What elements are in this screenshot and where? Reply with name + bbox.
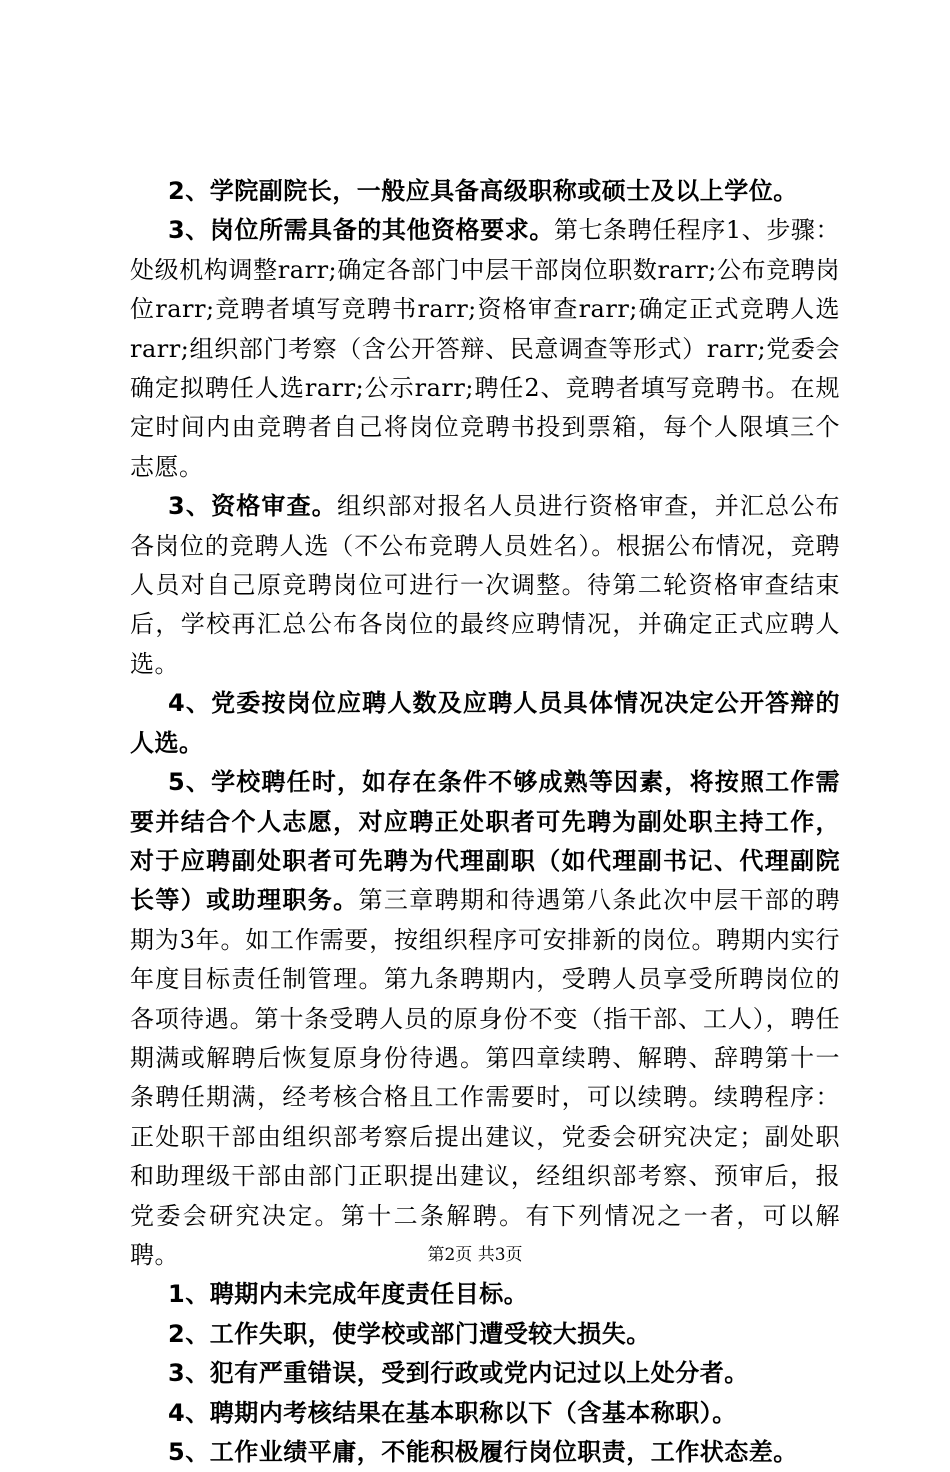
paragraph	[130, 1315, 840, 1354]
paragraph-bold-text: 5、学校聘任时，如存在条件不够成熟等因素，将按照工作需要并结合个人志愿，对应聘正处职者可先聘为副处职主持工作，对于应聘副处职者可先聘为代理副职（如代理副书记、代理副院长等）或助理职务。	[130, 768, 840, 915]
page-footer	[0, 1244, 950, 1266]
paragraph-normal-text: 组织部对报名人员进行资格审查，并汇总公布各岗位的竞聘人选（不公布竞聘人员姓名）。根据公布情况，竞聘人员对自己原竞聘岗位可进行一次调整。待第二轮资格审查结束后，学校再汇总公布各岗位的最终应聘情况，并确定正式应聘人选。	[130, 492, 841, 678]
paragraph-normal-text: 第七条聘任程序1、步骤：处级机构调整rarr;确定各部门中层干部岗位职数rarr;公布竞聘岗位rarr;竞聘者填写竞聘书rarr;资格审查rarr;确定正式竞聘人选rarr;组织部门考察（含公开答辩、民意调查等形式）rarr;党委会确定拟聘任人选rarr;公示rarr;聘任2、竞聘者填写竞聘书。在规定时间内由竞聘者自己将岗位竞聘书投到票箱，每个人限填三个志愿。	[130, 216, 840, 481]
paragraph	[130, 172, 840, 211]
paragraph	[130, 487, 840, 684]
document-body	[130, 172, 840, 1472]
paragraph-bold-text: 3、岗位所需具备的其他资格要求。	[168, 216, 554, 245]
paragraph-bold-text: 4、聘期内考核结果在基本职称以下（含基本称职）。	[168, 1398, 737, 1427]
paragraph-normal-text: 第三章聘期和待遇第八条此次中层干部的聘期为3年。如工作需要，按组织程序可安排新的岗位。聘期内实行年度目标责任制管理。第九条聘期内，受聘人员享受所聘岗位的各项待遇。第十条受聘人员的原身份不变（指干部、工人），聘任期满或解聘后恢复原身份待遇。第四章续聘、解聘、辞聘第十一条聘任期满，经考核合格且工作需要时，可以续聘。续聘程序：正处职干部由组织部考察后提出建议，党委会研究决定；副处职和助理级干部由部门正职提出建议，经组织部考察、预审后，报党委会研究决定。第十二条解聘。有下列情况之一者，可以解聘。	[130, 886, 840, 1269]
paragraph-bold-text: 3、资格审查。	[168, 492, 337, 521]
paragraph-bold-text: 5、工作业绩平庸，不能积极履行岗位职责，工作状态差。	[168, 1438, 798, 1466]
paragraph-bold-text: 1、聘期内未完成年度责任目标。	[168, 1280, 529, 1309]
paragraph	[130, 211, 840, 487]
paragraph	[130, 763, 840, 1275]
page-number-label: 第2页 共3页	[427, 1245, 523, 1265]
paragraph-bold-text: 2、工作失职，使学校或部门遭受较大损失。	[168, 1319, 651, 1348]
paragraph	[130, 1275, 840, 1314]
paragraph	[130, 684, 840, 763]
paragraph-bold-text: 4、党委按岗位应聘人数及应聘人员具体情况决定公开答辩的人选。	[130, 689, 840, 757]
paragraph-bold-text: 2、学院副院长，一般应具备高级职称或硕士及以上学位。	[168, 177, 798, 205]
paragraph	[130, 1354, 840, 1393]
paragraph	[130, 1433, 840, 1472]
paragraph-bold-text: 3、犯有严重错误，受到行政或党内记过以上处分者。	[168, 1359, 749, 1388]
paragraph	[130, 1394, 840, 1433]
